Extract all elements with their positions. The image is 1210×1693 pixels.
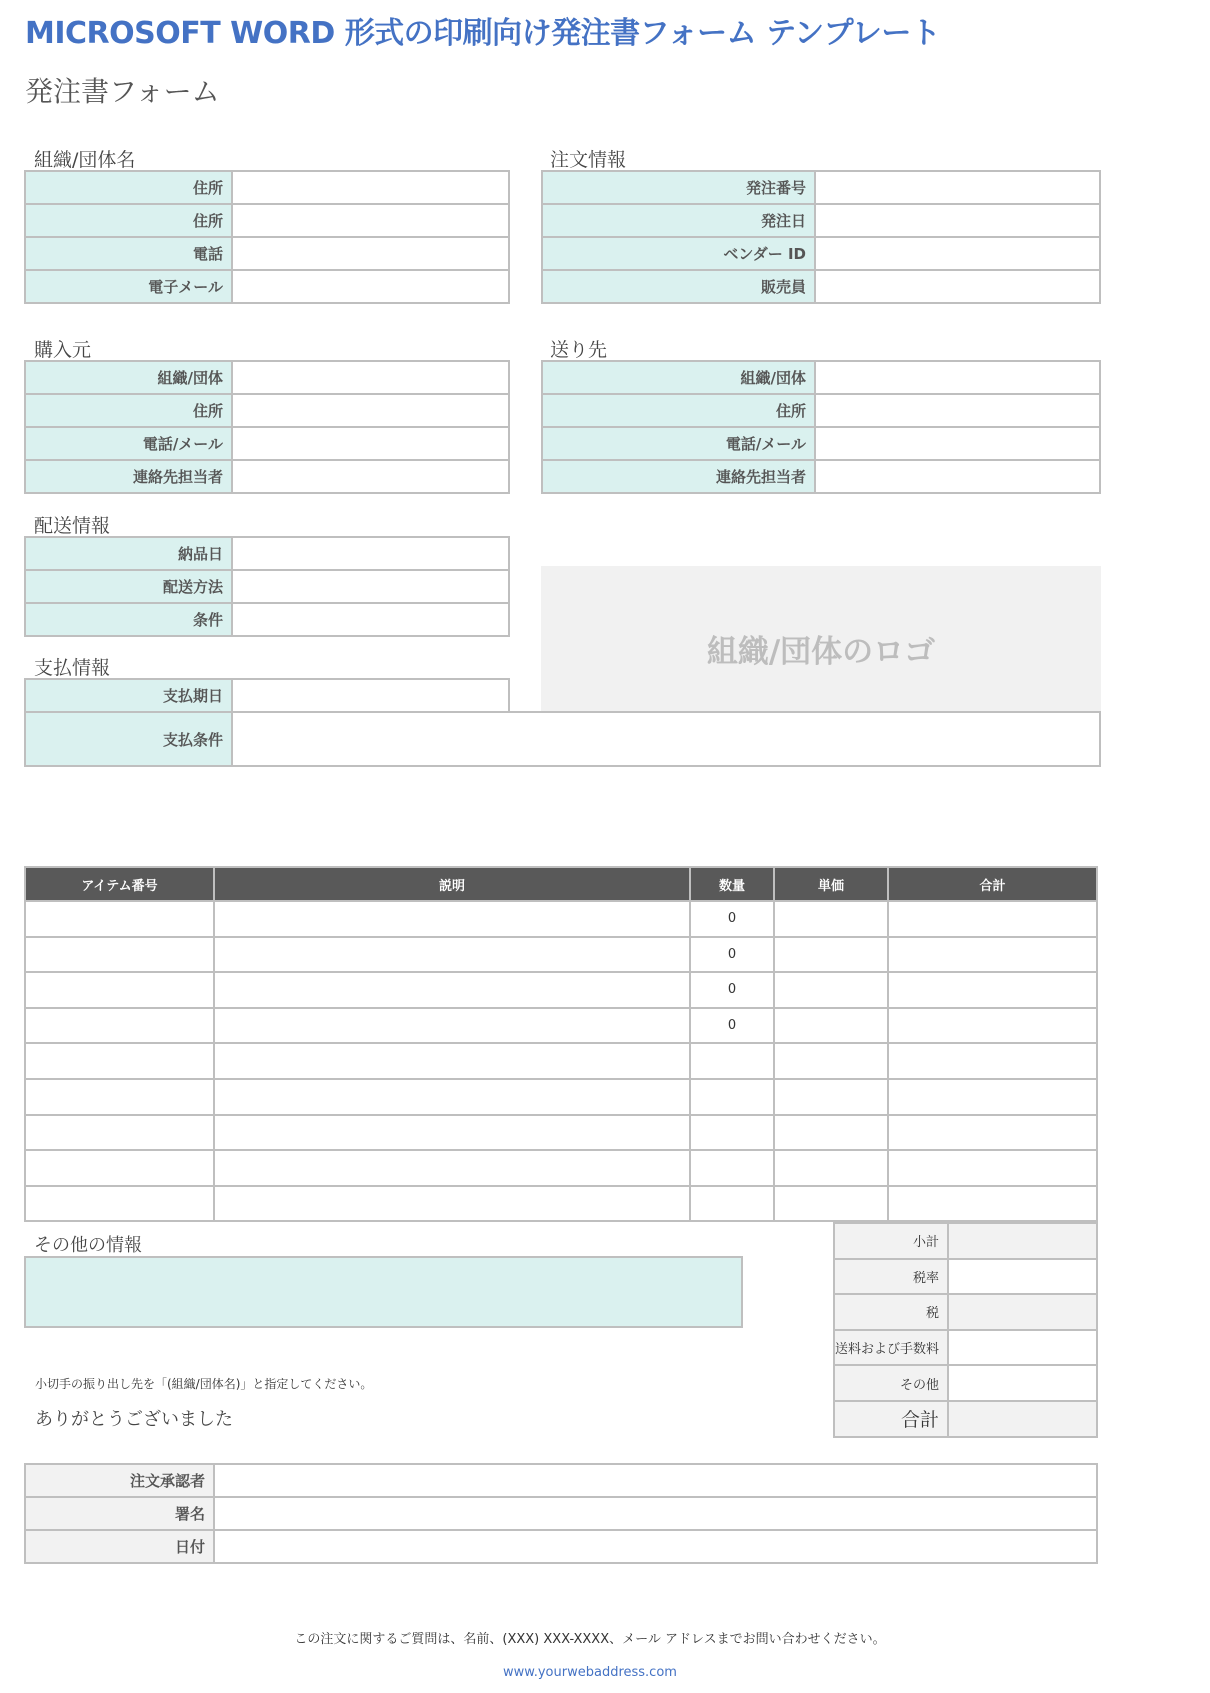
ship-to-table [541, 360, 1101, 494]
ship-phone-email-label: 電話/メール [542, 427, 815, 460]
description-cell[interactable] [214, 1043, 690, 1079]
ship-address-label: 住所 [542, 394, 815, 427]
line-total-cell[interactable] [888, 1115, 1097, 1151]
table-row [542, 460, 1100, 493]
table-row [25, 537, 509, 570]
tax-rate-label: 税率 [834, 1259, 948, 1295]
line-total-cell[interactable] [888, 1186, 1097, 1222]
table-row [542, 270, 1100, 303]
table-row [542, 237, 1100, 270]
vendor-contact-field[interactable] [232, 460, 509, 493]
ship-contact-label: 連絡先担当者 [542, 460, 815, 493]
table-row [834, 1223, 1097, 1259]
logo-placeholder-text: 組織/団体のロゴ [706, 633, 936, 670]
ship-address-field[interactable] [815, 394, 1100, 427]
table-row [25, 1497, 1097, 1530]
delivery-date-label: 納品日 [25, 537, 232, 570]
org-phone-field[interactable] [232, 237, 509, 270]
line-total-cell[interactable] [888, 1079, 1097, 1115]
table-row [25, 1150, 1097, 1186]
unit-price-cell[interactable] [774, 1079, 888, 1115]
table-header-row [25, 867, 1097, 901]
organization-table [24, 170, 510, 304]
other-field[interactable] [948, 1365, 1097, 1401]
item-number-cell[interactable] [25, 901, 214, 937]
vendor-phone-email-field[interactable] [232, 427, 509, 460]
shipping-method-label: 配送方法 [25, 570, 232, 603]
item-number-cell[interactable] [25, 972, 214, 1008]
check-payable-note: 小切手の振り出し先を「(組織/団体名)」と指定してください。 [35, 1377, 373, 1391]
item-number-cell[interactable] [25, 937, 214, 973]
org-phone-label: 電話 [25, 237, 232, 270]
ship-to-section-title: 送り先 [550, 339, 608, 361]
table-row [25, 1115, 1097, 1151]
table-row [834, 1330, 1097, 1366]
line-items-table [24, 866, 1098, 1222]
table-row [25, 361, 509, 394]
shipping-method-field[interactable] [232, 570, 509, 603]
quantity-cell[interactable] [690, 1150, 774, 1186]
table-row [25, 270, 509, 303]
item-number-cell[interactable] [25, 1043, 214, 1079]
table-row [25, 427, 509, 460]
unit-price-cell[interactable] [774, 1043, 888, 1079]
line-total-cell[interactable] [888, 1043, 1097, 1079]
shipping-section-title: 配送情報 [34, 515, 111, 537]
payment-due-label: 支払期日 [25, 679, 232, 712]
org-address2-label: 住所 [25, 204, 232, 237]
payment-section-title: 支払情報 [34, 657, 111, 679]
vendor-address-label: 住所 [25, 394, 232, 427]
table-row [25, 972, 1097, 1008]
org-address-field[interactable] [232, 171, 509, 204]
org-address2-field[interactable] [232, 204, 509, 237]
table-row [25, 570, 509, 603]
shipping-table [24, 536, 510, 637]
vendor-table [24, 360, 510, 494]
quantity-cell[interactable] [690, 1186, 774, 1222]
unit-price-cell[interactable] [774, 1115, 888, 1151]
ship-contact-field[interactable] [815, 460, 1100, 493]
vendor-org-label: 組織/団体 [25, 361, 232, 394]
approver-label: 注文承認者 [25, 1464, 214, 1497]
table-row [542, 171, 1100, 204]
quantity-cell[interactable] [690, 1115, 774, 1151]
vendor-id-label: ベンダー ID [542, 237, 815, 270]
unit-price-cell[interactable] [774, 1008, 888, 1044]
ship-org-field[interactable] [815, 361, 1100, 394]
description-cell[interactable] [214, 1079, 690, 1115]
table-row [25, 237, 509, 270]
vendor-contact-label: 連絡先担当者 [25, 460, 232, 493]
col-description: 説明 [214, 867, 690, 901]
po-date-field[interactable] [815, 204, 1100, 237]
unit-price-cell[interactable] [774, 972, 888, 1008]
table-row [25, 460, 509, 493]
quantity-cell[interactable]: 0 [690, 937, 774, 973]
subtotal-value [948, 1223, 1097, 1259]
table-row [25, 603, 509, 636]
description-cell[interactable] [214, 901, 690, 937]
col-total: 合計 [888, 867, 1097, 901]
table-row [25, 394, 509, 427]
payment-due-field[interactable] [232, 679, 509, 712]
quantity-cell[interactable]: 0 [690, 1008, 774, 1044]
other-info-title: その他の情報 [34, 1235, 142, 1256]
form-title: 発注書フォーム [25, 75, 220, 108]
shipping-terms-field[interactable] [232, 603, 509, 636]
table-row [542, 427, 1100, 460]
table-row [25, 937, 1097, 973]
tax-value [948, 1294, 1097, 1330]
totals-table [833, 1222, 1098, 1438]
item-number-cell[interactable] [25, 1079, 214, 1115]
table-row [834, 1365, 1097, 1401]
line-total-cell[interactable] [888, 1008, 1097, 1044]
payment-terms-field[interactable] [232, 712, 1100, 766]
description-cell[interactable] [214, 1186, 690, 1222]
quantity-cell[interactable]: 0 [690, 901, 774, 937]
vendor-section-title: 購入元 [34, 339, 92, 361]
thank-you-text: ありがとうございました [35, 1409, 233, 1430]
approval-date-field[interactable] [214, 1530, 1097, 1563]
vendor-address-field[interactable] [232, 394, 509, 427]
table-row [25, 679, 509, 712]
org-email-label: 電子メール [25, 270, 232, 303]
table-row [834, 1401, 1097, 1437]
description-cell[interactable] [214, 972, 690, 1008]
org-address-label: 住所 [25, 171, 232, 204]
other-info-field[interactable] [24, 1256, 743, 1328]
other-label: その他 [834, 1365, 948, 1401]
salesperson-field[interactable] [815, 270, 1100, 303]
order-info-section-title: 注文情報 [550, 149, 627, 171]
item-number-cell[interactable] [25, 1186, 214, 1222]
table-row [25, 1530, 1097, 1563]
unit-price-cell[interactable] [774, 1150, 888, 1186]
footer-web-address[interactable]: www.yourwebaddress.com [503, 1665, 677, 1680]
description-cell[interactable] [214, 1115, 690, 1151]
approval-table [24, 1463, 1098, 1564]
organization-section-title: 組織/団体名 [34, 149, 136, 171]
document-title: MICROSOFT WORD 形式の印刷向け発注書フォーム テンプレート [25, 16, 941, 51]
shipping-terms-label: 条件 [25, 603, 232, 636]
line-total-cell[interactable] [888, 1150, 1097, 1186]
table-row [25, 1079, 1097, 1115]
grand-total-value [948, 1401, 1097, 1437]
grand-total-label: 合計 [834, 1401, 948, 1437]
vendor-org-field[interactable] [232, 361, 509, 394]
tax-label: 税 [834, 1294, 948, 1330]
item-number-cell[interactable] [25, 1115, 214, 1151]
table-row [25, 204, 509, 237]
order-info-table [541, 170, 1101, 304]
logo-placeholder[interactable] [541, 566, 1101, 730]
salesperson-label: 販売員 [542, 270, 815, 303]
payment-terms-label: 支払条件 [25, 712, 232, 766]
table-row [25, 1008, 1097, 1044]
table-row [25, 901, 1097, 937]
approval-date-label: 日付 [25, 1530, 214, 1563]
table-row [25, 1186, 1097, 1222]
table-row [834, 1294, 1097, 1330]
payment-due-table [24, 678, 510, 713]
description-cell[interactable] [214, 1150, 690, 1186]
tax-rate-field[interactable] [948, 1259, 1097, 1295]
signature-label: 署名 [25, 1497, 214, 1530]
shipping-handling-field[interactable] [948, 1330, 1097, 1366]
org-email-field[interactable] [232, 270, 509, 303]
ship-org-label: 組織/団体 [542, 361, 815, 394]
line-total-cell[interactable] [888, 937, 1097, 973]
col-unit-price: 単価 [774, 867, 888, 901]
table-row [25, 712, 1100, 766]
unit-price-cell[interactable] [774, 901, 888, 937]
unit-price-cell[interactable] [774, 937, 888, 973]
vendor-phone-email-label: 電話/メール [25, 427, 232, 460]
po-date-label: 発注日 [542, 204, 815, 237]
table-row [25, 171, 509, 204]
shipping-handling-label: 送料および手数料 [834, 1330, 948, 1366]
table-row [25, 1464, 1097, 1497]
line-total-cell[interactable] [888, 972, 1097, 1008]
table-row [542, 204, 1100, 237]
col-item-number: アイテム番号 [25, 867, 214, 901]
item-number-cell[interactable] [25, 1008, 214, 1044]
table-row [25, 1043, 1097, 1079]
footer-contact-text: この注文に関するご質問は、名前、(XXX) XXX-XXXX、メール アドレスまでお問い合わせください。 [294, 1632, 886, 1647]
table-row [542, 394, 1100, 427]
item-number-cell[interactable] [25, 1150, 214, 1186]
vendor-id-field[interactable] [815, 237, 1100, 270]
payment-terms-table [24, 711, 1101, 767]
description-cell[interactable] [214, 937, 690, 973]
table-row [834, 1259, 1097, 1295]
line-total-cell[interactable] [888, 901, 1097, 937]
subtotal-label: 小計 [834, 1223, 948, 1259]
po-number-field[interactable] [815, 171, 1100, 204]
quantity-cell[interactable]: 0 [690, 972, 774, 1008]
ship-phone-email-field[interactable] [815, 427, 1100, 460]
signature-field[interactable] [214, 1497, 1097, 1530]
quantity-cell[interactable] [690, 1079, 774, 1115]
quantity-cell[interactable] [690, 1043, 774, 1079]
col-quantity: 数量 [690, 867, 774, 901]
unit-price-cell[interactable] [774, 1186, 888, 1222]
table-row [542, 361, 1100, 394]
po-number-label: 発注番号 [542, 171, 815, 204]
description-cell[interactable] [214, 1008, 690, 1044]
delivery-date-field[interactable] [232, 537, 509, 570]
approver-field[interactable] [214, 1464, 1097, 1497]
